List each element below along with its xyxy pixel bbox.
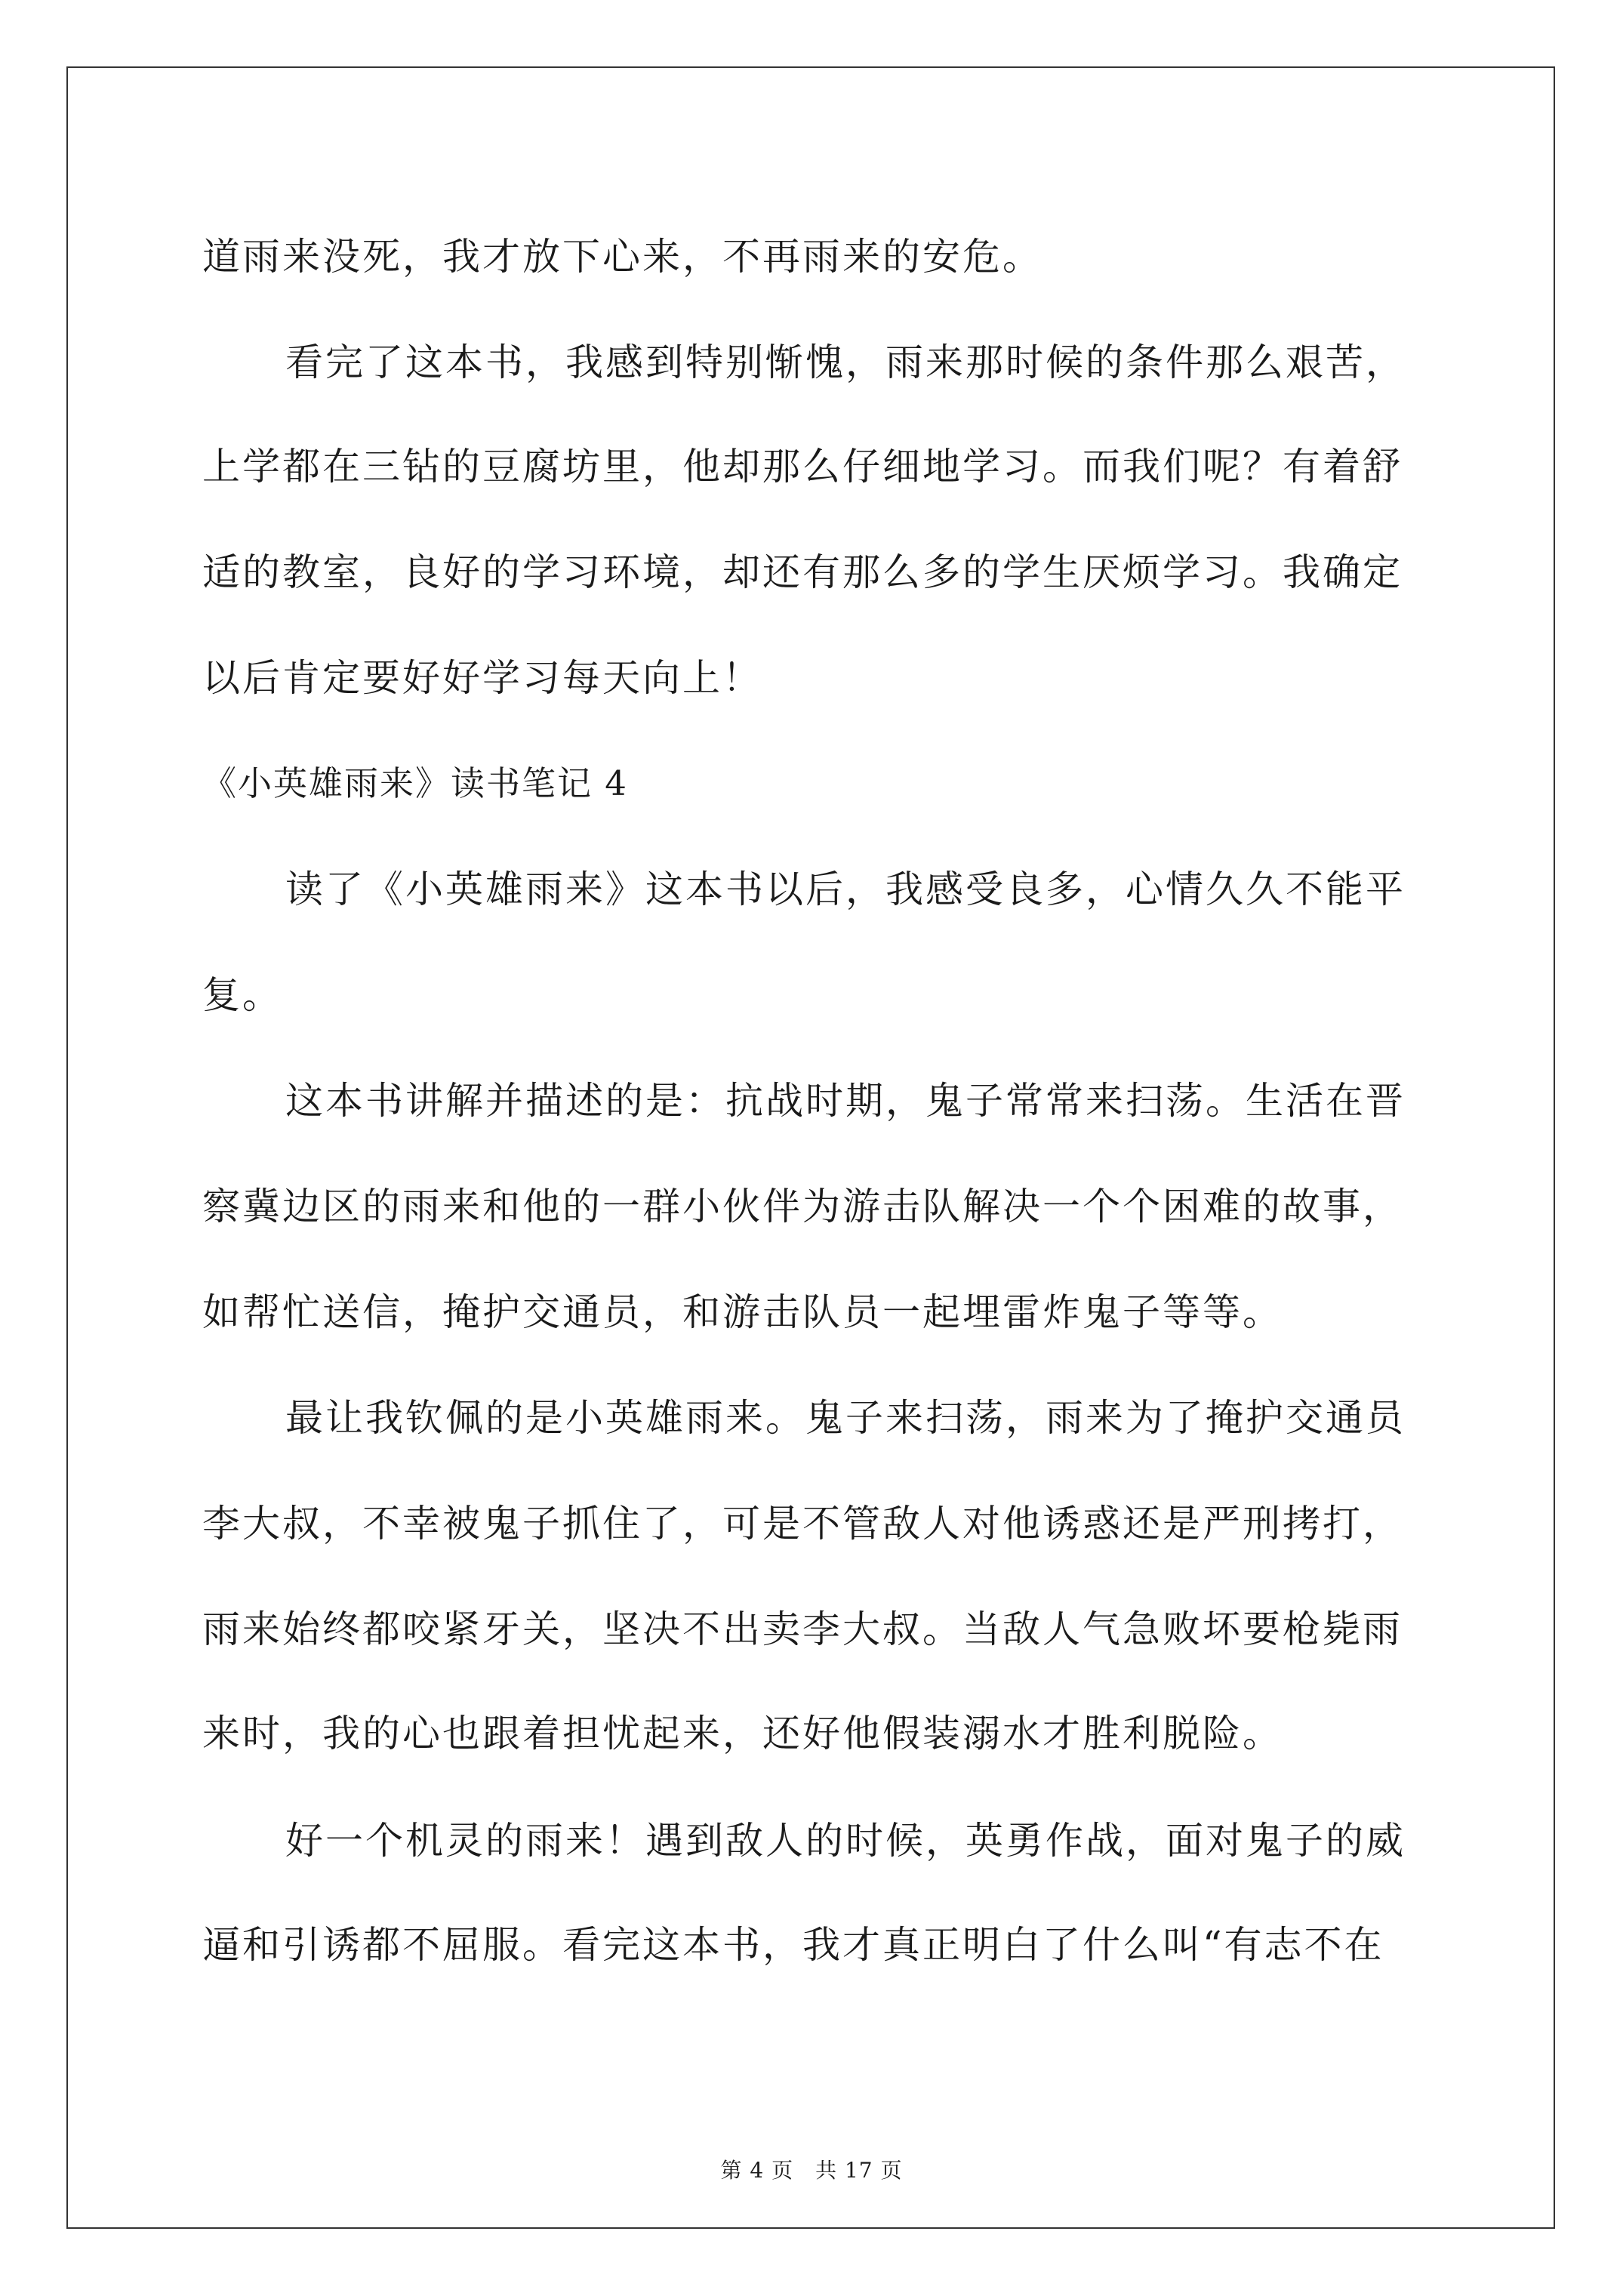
body-line: 上学都在三钻的豆腐坊里，他却那么仔细地学习。而我们呢？有着舒 [202, 445, 1403, 488]
body-line: 适的教室，良好的学习环境，却还有那么多的学生厌烦学习。我确定 [202, 550, 1403, 594]
body-line: 李大叔，不幸被鬼子抓住了，可是不管敌人对他诱惑还是严刑拷打， [202, 1502, 1403, 1546]
paragraph-first-line: 看完了这本书，我感到特别惭愧，雨来那时候的条件那么艰苦， [285, 341, 1406, 384]
paragraph-first-line: 最让我钦佩的是小英雄雨来。鬼子来扫荡，雨来为了掩护交通员 [285, 1396, 1406, 1440]
page-border [66, 66, 1555, 2229]
section-heading: 《小英雄雨来》读书笔记 4 [202, 763, 628, 803]
body-line: 来时，我的心也跟着担忧起来，还好他假装溺水才胜利脱险。 [202, 1712, 1283, 1755]
paragraph-first-line: 读了《小英雄雨来》这本书以后，我感受良多，心情久久不能平 [285, 868, 1406, 911]
body-line: 如帮忙送信，掩护交通员，和游击队员一起埋雷炸鬼子等等。 [202, 1290, 1283, 1334]
body-line: 复。 [202, 973, 282, 1017]
body-line: 察冀边区的雨来和他的一群小伙伴为游击队解决一个个困难的故事， [202, 1185, 1403, 1228]
body-line: 逼和引诱都不屈服。看完这本书，我才真正明白了什么叫“有志不在 [202, 1923, 1384, 1967]
body-line: 雨来始终都咬紧牙关，坚决不出卖李大叔。当敌人气急败坏要枪毙雨 [202, 1607, 1403, 1651]
paragraph-first-line: 好一个机灵的雨来！遇到敌人的时候，英勇作战，面对鬼子的威 [285, 1819, 1406, 1863]
body-line: 以后肯定要好好学习每天向上！ [202, 656, 762, 700]
page-number-footer: 第 4 页 共 17 页 [720, 2158, 903, 2183]
paragraph-first-line: 这本书讲解并描述的是：抗战时期，鬼子常常来扫荡。生活在晋 [285, 1079, 1406, 1123]
body-line: 道雨来没死，我才放下心来，不再雨来的安危。 [202, 235, 1042, 279]
